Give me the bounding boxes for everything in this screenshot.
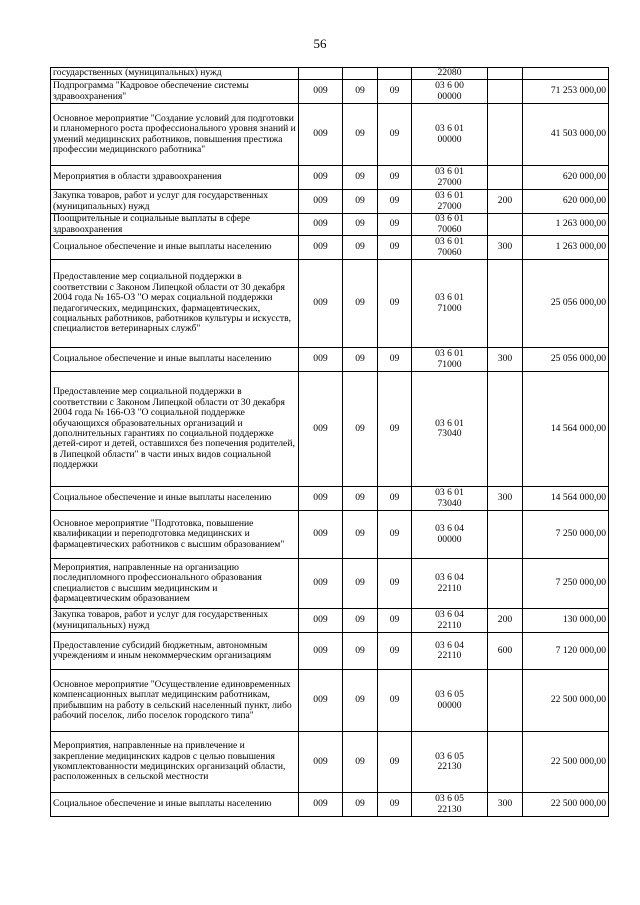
row-target-article — [412, 104, 488, 166]
row-amount: 71 253 000,00 — [523, 80, 609, 104]
row-section: 09 — [343, 214, 378, 236]
row-amount: 7 250 000,00 — [523, 559, 609, 609]
row-section: 09 — [343, 559, 378, 609]
row-subsection: 09 — [378, 166, 412, 190]
row-amount: 7 250 000,00 — [523, 511, 609, 559]
row-ministry — [299, 68, 343, 80]
row-subsection: 09 — [378, 487, 412, 511]
row-amount: 620 000,00 — [523, 190, 609, 214]
row-subsection: 09 — [378, 236, 412, 260]
row-name: Мероприятия, направленные на привлечение и закрепление медицинских кадров с целью повышения укомплектованности медицинских организаций области, расположенных в сельской местности — [51, 732, 299, 793]
row-amount: 620 000,00 — [523, 166, 609, 190]
row-expense-type: 300 — [488, 487, 523, 511]
row-name: Основное мероприятие "Подготовка, повышение квалификации и переподготовка медицинских и фармацевтических работников с высшим образованием" — [51, 511, 299, 559]
target-article-line-2: 71000 — [437, 358, 462, 370]
row-target-article — [412, 68, 488, 80]
row-name: Социальное обеспечение и иные выплаты населению — [51, 348, 299, 372]
target-article-line-1: 03 6 01 — [435, 417, 464, 429]
row-section: 09 — [343, 236, 378, 260]
row-subsection: 09 — [378, 80, 412, 104]
target-article-line-1: 03 6 05 — [435, 793, 464, 805]
table-row — [51, 372, 609, 487]
row-subsection: 09 — [378, 372, 412, 487]
table-row — [51, 236, 609, 260]
row-subsection: 09 — [378, 559, 412, 609]
row-target-article — [412, 190, 488, 214]
row-subsection: 09 — [378, 511, 412, 559]
row-target-article — [412, 511, 488, 559]
row-amount: 22 500 000,00 — [523, 793, 609, 817]
row-ministry: 009 — [299, 732, 343, 793]
target-article-line-1: 03 6 01 — [435, 292, 464, 304]
row-name: Закупка товаров, работ и услуг для государственных (муниципальных) нужд — [51, 609, 299, 633]
table-row — [51, 80, 609, 104]
table-row — [51, 260, 609, 348]
table-row — [51, 348, 609, 372]
target-article-line-2: 22110 — [437, 650, 462, 661]
row-target-article — [412, 487, 488, 511]
row-expense-type — [488, 260, 523, 348]
row-section: 09 — [343, 633, 378, 670]
row-subsection: 09 — [378, 260, 412, 348]
row-subsection: 09 — [378, 104, 412, 166]
row-target-article — [412, 166, 488, 190]
target-article-line-1: 03 6 04 — [435, 523, 464, 535]
row-ministry: 009 — [299, 511, 343, 559]
row-section — [343, 68, 378, 80]
row-section: 09 — [343, 80, 378, 104]
row-ministry: 009 — [299, 487, 343, 511]
row-ministry: 009 — [299, 236, 343, 260]
row-ministry: 009 — [299, 190, 343, 214]
row-target-article — [412, 80, 488, 104]
table-row — [51, 732, 609, 793]
row-section: 09 — [343, 166, 378, 190]
row-section: 09 — [343, 260, 378, 348]
target-article-line-1: 03 6 05 — [435, 750, 464, 762]
row-subsection: 09 — [378, 190, 412, 214]
row-target-article — [412, 633, 488, 670]
row-expense-type — [488, 166, 523, 190]
row-ministry: 009 — [299, 372, 343, 487]
row-subsection — [378, 68, 412, 80]
target-article-line-1: 22080 — [437, 67, 462, 79]
row-subsection: 09 — [378, 214, 412, 236]
row-expense-type — [488, 104, 523, 166]
row-ministry: 009 — [299, 104, 343, 166]
row-subsection: 09 — [378, 633, 412, 670]
target-article-line-1: 03 6 01 — [435, 190, 464, 202]
row-amount: 14 564 000,00 — [523, 372, 609, 487]
row-name: Основное мероприятие "Осуществление единовременных компенсационных выплат медицинским работникам, прибывшим на работу в сельский населенный пункт, либо рабочий поселок, либо поселок городского типа" — [51, 670, 299, 732]
row-expense-type: 600 — [488, 633, 523, 670]
target-article-line-1: 03 6 04 — [435, 609, 464, 621]
target-article-line-2: 00000 — [437, 699, 462, 711]
row-target-article — [412, 793, 488, 817]
row-expense-type: 300 — [488, 793, 523, 817]
target-article-line-1: 03 6 04 — [435, 639, 464, 651]
target-article-line-1: 03 6 01 — [435, 348, 464, 360]
row-ministry: 009 — [299, 609, 343, 633]
target-article-line-2: 71000 — [437, 302, 462, 314]
target-article-line-1: 03 6 01 — [435, 166, 464, 178]
row-section: 09 — [343, 487, 378, 511]
row-amount: 14 564 000,00 — [523, 487, 609, 511]
table-row — [51, 68, 609, 80]
target-article-line-1: 03 6 00 — [435, 80, 464, 92]
table-row — [51, 670, 609, 732]
row-target-article — [412, 670, 488, 732]
row-subsection: 09 — [378, 732, 412, 793]
target-article-line-2: 22110 — [437, 582, 462, 594]
row-amount: 25 056 000,00 — [523, 348, 609, 372]
row-name: Подпрограмма "Кадровое обеспечение системы здравоохранения" — [51, 80, 299, 104]
row-subsection: 09 — [378, 609, 412, 633]
target-article-line-1: 03 6 01 — [435, 213, 464, 225]
row-section: 09 — [343, 732, 378, 793]
row-amount: 25 056 000,00 — [523, 260, 609, 348]
row-target-article — [412, 260, 488, 348]
row-ministry: 009 — [299, 260, 343, 348]
row-target-article — [412, 348, 488, 372]
target-article-line-2: 27000 — [437, 176, 462, 188]
table-row — [51, 511, 609, 559]
row-subsection: 09 — [378, 348, 412, 372]
target-article-line-2: 27000 — [437, 200, 462, 212]
target-article-line-1: 03 6 01 — [435, 123, 464, 135]
row-expense-type — [488, 80, 523, 104]
row-name: Мероприятия в области здравоохранения — [51, 166, 299, 190]
table-row — [51, 214, 609, 236]
row-target-article — [412, 236, 488, 260]
row-ministry: 009 — [299, 559, 343, 609]
row-amount: 22 500 000,00 — [523, 670, 609, 732]
row-name: Основное мероприятие "Создание условий для подготовки и планомерного роста профессионального уровня знаний и умений медицинских работников, повышения престижа профессии медицинского работника" — [51, 104, 299, 166]
table-row — [51, 633, 609, 670]
target-article-line-2: 70060 — [437, 223, 462, 235]
row-expense-type: 200 — [488, 190, 523, 214]
row-expense-type — [488, 511, 523, 559]
row-name: Мероприятия, направленные на организацию последипломного профессионального образования специалистов с высшим медицинским и фармацевтическим образованием — [51, 559, 299, 609]
table-row — [51, 609, 609, 633]
row-expense-type: 300 — [488, 348, 523, 372]
row-expense-type — [488, 214, 523, 236]
row-amount: 22 500 000,00 — [523, 732, 609, 793]
row-target-article — [412, 372, 488, 487]
table-row — [51, 793, 609, 817]
row-expense-type — [488, 372, 523, 487]
target-article-line-2: 00000 — [437, 533, 462, 545]
row-name: государственных (муниципальных) нужд — [51, 68, 299, 80]
row-name: Предоставление мер социальной поддержки в соответствии с Законом Липецкой области от 30 декабря 2004 года № 165-ОЗ "О мерах социальной поддержки педагогических, медицинских, фармацевтических, социальных работников, работников культуры и искусств, специалистов ветеринарных служб" — [51, 260, 299, 348]
row-name: Предоставление мер социальной поддержки в соответствии с Законом Липецкой области от 30 декабря 2004 года № 166-ОЗ "О социальной поддержке обучающихся образовательных организаций и дополнительных гарантиях по социальной поддержке детей-сирот и детей, оставшихся без попечения родителей, в Липецкой области" в части иных видов социальной поддержки — [51, 372, 299, 487]
row-section: 09 — [343, 609, 378, 633]
target-article-line-1: 03 6 05 — [435, 689, 464, 701]
row-section: 09 — [343, 348, 378, 372]
target-article-line-1: 03 6 01 — [435, 487, 464, 499]
target-article-line-2: 00000 — [437, 133, 462, 145]
target-article-line-2: 22130 — [437, 761, 462, 772]
table-row — [51, 104, 609, 166]
row-subsection: 09 — [378, 793, 412, 817]
row-ministry: 009 — [299, 793, 343, 817]
row-amount: 41 503 000,00 — [523, 104, 609, 166]
row-name: Социальное обеспечение и иные выплаты населению — [51, 793, 299, 817]
row-section: 09 — [343, 372, 378, 487]
row-amount: 7 120 000,00 — [523, 633, 609, 670]
row-section: 09 — [343, 104, 378, 166]
table-row — [51, 487, 609, 511]
table-row — [51, 559, 609, 609]
row-expense-type — [488, 732, 523, 793]
row-expense-type: 200 — [488, 609, 523, 633]
row-ministry: 009 — [299, 633, 343, 670]
row-amount — [523, 68, 609, 80]
row-name: Социальное обеспечение и иные выплаты населению — [51, 487, 299, 511]
row-section: 09 — [343, 793, 378, 817]
row-ministry: 009 — [299, 348, 343, 372]
row-section: 09 — [343, 511, 378, 559]
row-section: 09 — [343, 190, 378, 214]
row-subsection: 09 — [378, 670, 412, 732]
row-target-article — [412, 609, 488, 633]
row-amount: 1 263 000,00 — [523, 236, 609, 260]
row-amount: 130 000,00 — [523, 609, 609, 633]
row-expense-type — [488, 559, 523, 609]
row-ministry: 009 — [299, 670, 343, 732]
row-name: Социальное обеспечение и иные выплаты населению — [51, 236, 299, 260]
target-article-line-2: 22130 — [437, 803, 462, 815]
target-article-line-2: 70060 — [437, 246, 462, 258]
row-section: 09 — [343, 670, 378, 732]
row-expense-type: 300 — [488, 236, 523, 260]
row-name: Поощрительные и социальные выплаты в сфере здравоохранения — [51, 214, 299, 236]
budget-table — [50, 67, 609, 817]
table-row — [51, 190, 609, 214]
row-ministry: 009 — [299, 166, 343, 190]
target-article-line-2: 22110 — [437, 619, 462, 631]
page-number: 56 — [313, 36, 327, 51]
row-name: Предоставление субсидий бюджетным, автономным учреждениям и иным некоммерческим организациям — [51, 633, 299, 670]
row-expense-type — [488, 68, 523, 80]
row-ministry: 009 — [299, 80, 343, 104]
row-amount: 1 263 000,00 — [523, 214, 609, 236]
target-article-line-1: 03 6 01 — [435, 236, 464, 248]
row-target-article — [412, 732, 488, 793]
table-row — [51, 166, 609, 190]
row-ministry: 009 — [299, 214, 343, 236]
target-article-line-2: 00000 — [437, 90, 462, 102]
row-name: Закупка товаров, работ и услуг для государственных (муниципальных) нужд — [51, 190, 299, 214]
row-expense-type — [488, 670, 523, 732]
row-target-article — [412, 559, 488, 609]
target-article-line-1: 03 6 04 — [435, 572, 464, 584]
row-target-article — [412, 214, 488, 236]
target-article-line-2: 73040 — [437, 428, 462, 439]
target-article-line-2: 73040 — [437, 497, 462, 509]
